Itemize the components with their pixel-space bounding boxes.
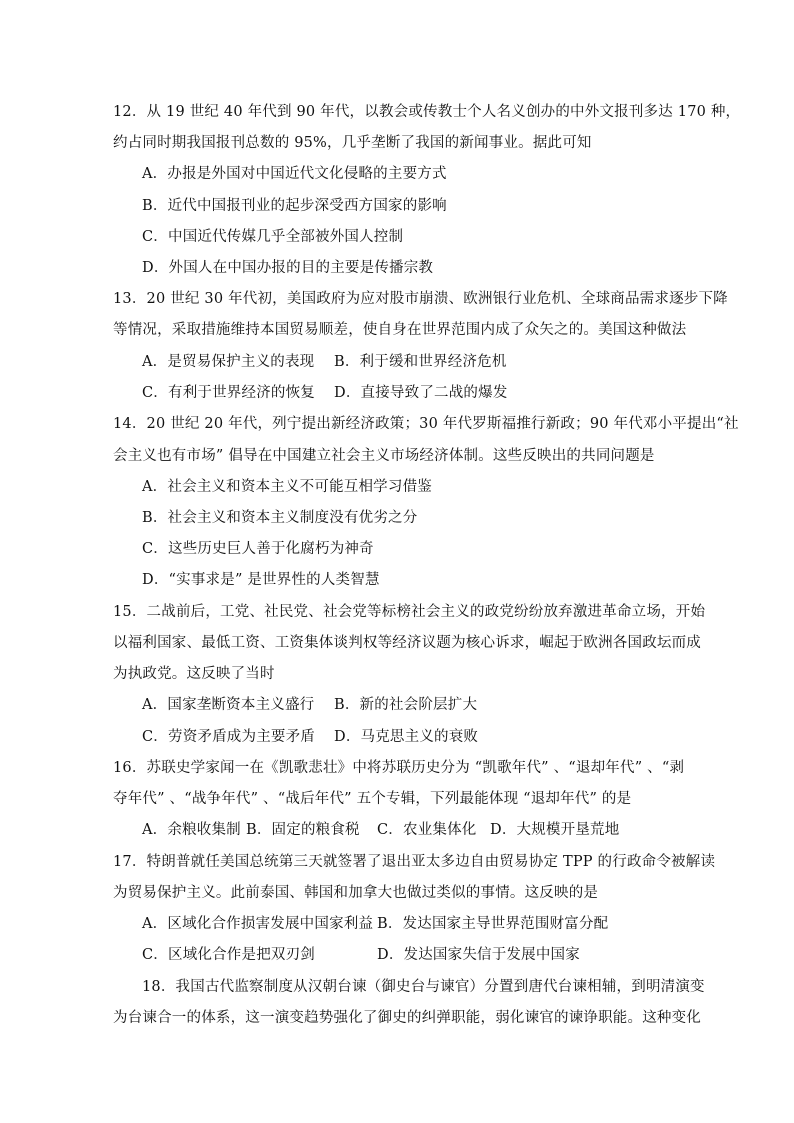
q16-stem-line-2: 夺年代” 、“战争年代” 、“战后年代” 五个专辑，下列最能体现 “退却年代” 的是 xyxy=(113,791,632,807)
q12-stem-line-2: 约占同时期我国报刊总数的 95%，几乎垄断了我国的新闻事业。据此可知 xyxy=(113,135,592,151)
q14-option-c: C．这些历史巨人善于化腐朽为神奇 xyxy=(142,541,374,557)
q13-option-c: C．有利于世界经济的恢复 xyxy=(142,385,315,401)
q17-option-c: C．区域化合作是把双刃剑 xyxy=(142,947,315,963)
q15-stem-line-3: 为执政党。这反映了当时 xyxy=(113,666,275,682)
q14-option-d: D．“实事求是” 是世界性的人类智慧 xyxy=(142,572,380,588)
q15-option-d: D．马克思主义的衰败 xyxy=(334,729,479,745)
q13-stem-line-2: 等情况，采取措施维持本国贸易顺差，使自身在世界范围内成了众矢之的。美国这种做法 xyxy=(113,322,687,338)
q14-option-b: B．社会主义和资本主义制度没有优劣之分 xyxy=(142,510,418,526)
q12-option-d: D．外国人在中国办报的目的主要是传播宗教 xyxy=(142,260,434,276)
q16-option-a: A．余粮收集制 xyxy=(142,822,241,838)
q15-option-b: B．新的社会阶层扩大 xyxy=(334,697,478,713)
q12-option-a: A．办报是外国对中国近代文化侵略的主要方式 xyxy=(142,166,447,182)
q16-option-b: B．固定的粮食税 xyxy=(246,822,360,838)
q13-option-b: B．利于缓和世界经济危机 xyxy=(334,354,507,370)
q16-option-c: C．农业集体化 xyxy=(377,822,477,838)
q14-stem-line-1: 14．20 世纪 20 年代，列宁提出新经济政策；30 年代罗斯福推行新政；90 年代邓小平提出“社 xyxy=(113,416,739,432)
q12-stem-line-1: 12．从 19 世纪 40 年代到 90 年代，以教会或传教士个人名义创办的中外文报刊多达 170 种， xyxy=(113,104,741,120)
q12-option-c: C．中国近代传媒几乎全部被外国人控制 xyxy=(142,229,404,245)
q18-stem-line-2: 为台谏合一的体系，这一演变趋势强化了御史的纠弹职能，弱化谏官的谏诤职能。这种变化 xyxy=(113,1010,701,1026)
q17-option-d: D．发达国家失信于发展中国家 xyxy=(377,947,580,963)
q15-option-c: C．劳资矛盾成为主要矛盾 xyxy=(142,729,315,745)
q16-stem-line-1: 16．苏联史学家闻一在《凯歌悲壮》中将苏联历史分为 “凯歌年代” 、“退却年代” 、“剥 xyxy=(113,760,685,776)
q12-option-b: B．近代中国报刊业的起步深受西方国家的影响 xyxy=(142,198,447,214)
q17-stem-line-1: 17．特朗普就任美国总统第三天就签署了退出亚太多边自由贸易协定 TPP 的行政命令被解读 xyxy=(113,854,716,870)
q13-stem-line-1: 13．20 世纪 30 年代初，美国政府为应对股市崩溃、欧洲银行业危机、全球商品需求逐步下降 xyxy=(113,291,728,307)
q16-option-d: D．大规模开垦荒地 xyxy=(490,822,620,838)
q14-option-a: A．社会主义和资本主义不可能互相学习借鉴 xyxy=(142,479,432,495)
q13-option-a: A．是贸易保护主义的表现 xyxy=(142,354,315,370)
q14-stem-line-2: 会主义也有市场” 倡导在中国建立社会主义市场经济体制。这些反映出的共同问题是 xyxy=(113,448,655,464)
q17-option-a: A．区域化合作损害发展中国家利益 xyxy=(142,916,374,932)
q17-stem-line-2: 为贸易保护主义。此前泰国、韩国和加拿大也做过类似的事情。这反映的是 xyxy=(113,885,599,901)
q15-stem-line-2: 以福利国家、最低工资、工资集体谈判权等经济议题为核心诉求，崛起于欧洲各国政坛而成 xyxy=(113,635,701,651)
q17-option-b: B．发达国家主导世界范围财富分配 xyxy=(377,916,609,932)
q15-stem-line-1: 15．二战前后，工党、社民党、社会党等标榜社会主义的政党纷纷放弃激进革命立场，开始 xyxy=(113,604,706,620)
q13-option-d: D．直接导致了二战的爆发 xyxy=(334,385,508,401)
q15-option-a: A．国家垄断资本主义盛行 xyxy=(142,697,315,713)
q18-stem-line-1: 18．我国古代监察制度从汉朝台谏（御史台与谏官）分置到唐代台谏相辅，到明清演变 xyxy=(142,979,705,995)
